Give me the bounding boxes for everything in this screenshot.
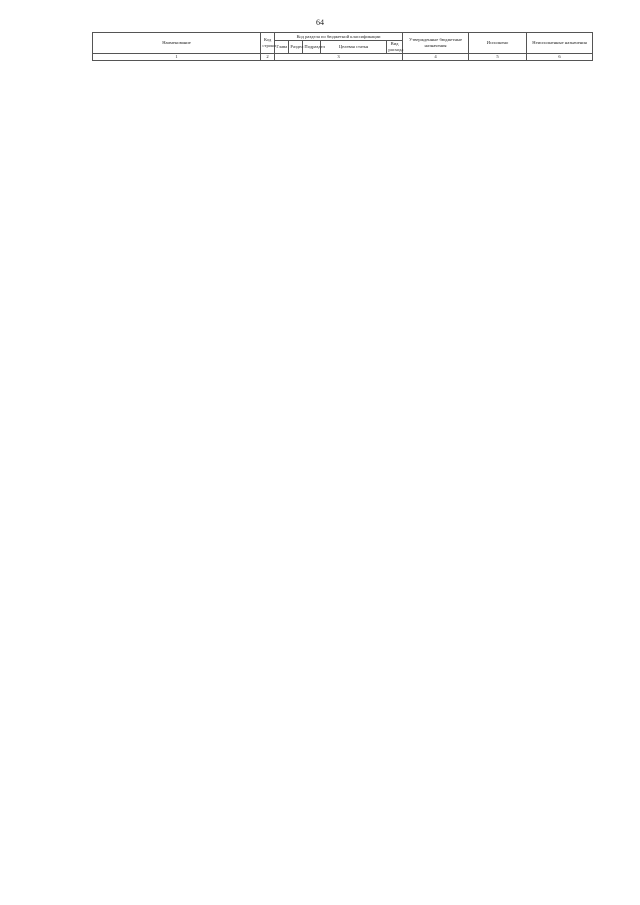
col-header-section: Раздел — [289, 40, 303, 53]
col-header-target-article: Целевая статья — [321, 40, 387, 53]
col-number: 6 — [527, 53, 593, 61]
column-numbering-row — [93, 53, 593, 61]
page-number: 64 — [316, 18, 324, 27]
col-header-group: Код раздела по бюджетной классификации — [275, 33, 403, 41]
budget-execution-table — [92, 32, 593, 61]
budget-table-container — [92, 32, 592, 61]
header-row-1 — [93, 33, 593, 41]
col-number: 1 — [93, 53, 261, 61]
col-header-executed: Исполнено — [469, 33, 527, 54]
col-header-subsection: Подраздел — [303, 40, 321, 53]
col-number: 5 — [469, 53, 527, 61]
col-header-name: Наименование — [93, 33, 261, 54]
col-number: 2 — [261, 53, 275, 61]
col-header-kod: Код строки — [261, 33, 275, 54]
col-header-expense-type: Вид расхода — [388, 41, 404, 52]
col-number: 3 — [275, 53, 403, 61]
col-number: 4 — [403, 53, 469, 61]
col-header-approved: Утвержденные бюджетные назначения — [403, 33, 469, 54]
col-header-chapter: Глава — [275, 40, 289, 53]
col-header-unexecuted: Неисполненные назначения — [527, 33, 593, 54]
